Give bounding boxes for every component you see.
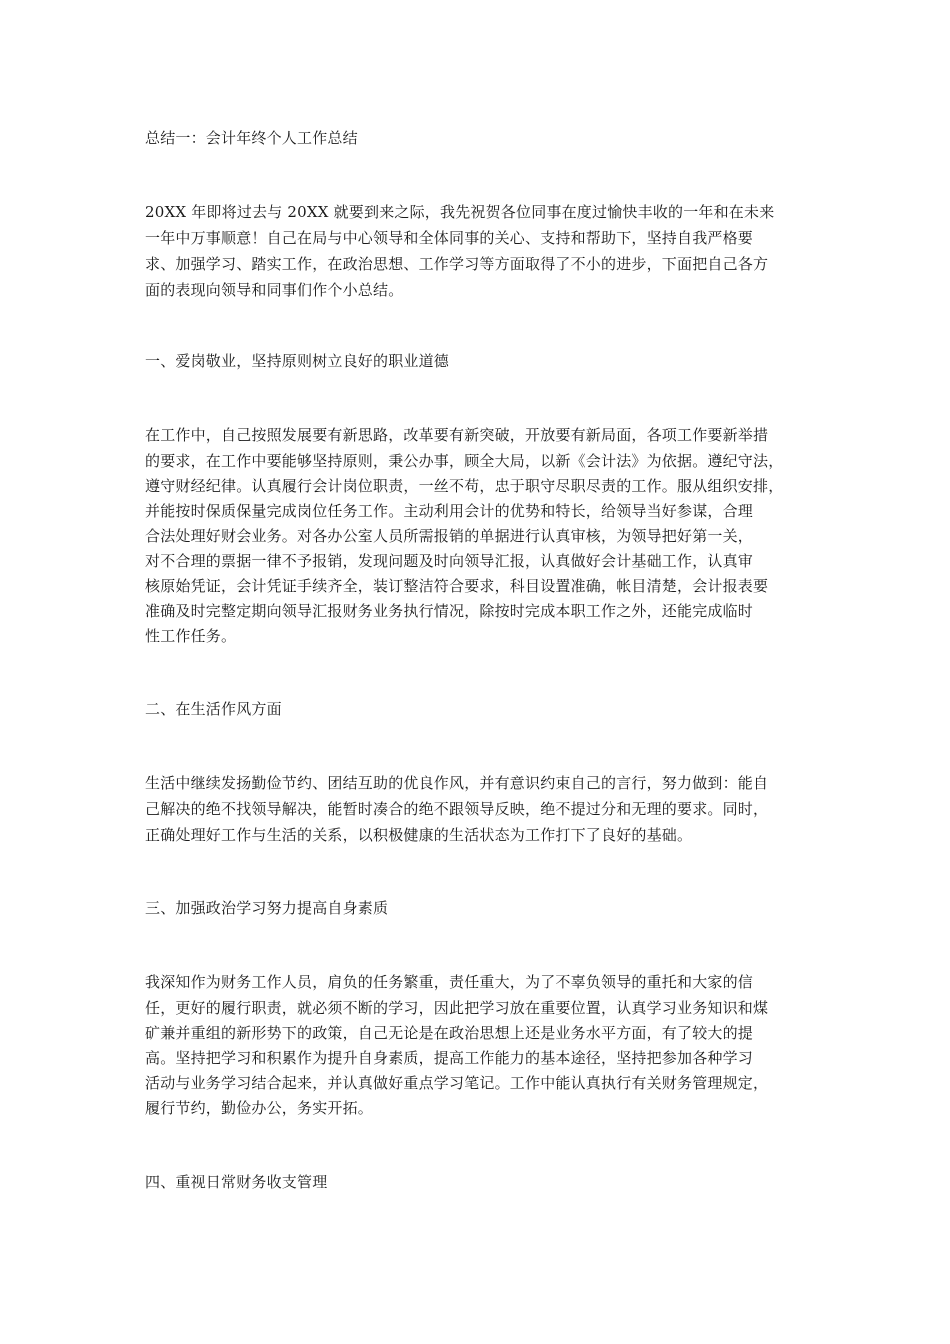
paragraph-line: 履行节约，勤俭办公，务实开拓。 — [145, 1099, 374, 1117]
section-heading-2: 二、在生活作风方面 — [145, 700, 282, 718]
paragraph-line: 对不合理的票据一律不予报销，发现问题及时向领导汇报，认真做好会计基础工作，认真审 — [145, 552, 754, 570]
paragraph-line: 求、加强学习、踏实工作，在政治思想、工作学习等方面取得了不小的进步，下面把自己各方 — [145, 255, 769, 273]
paragraph-line: 我深知作为财务工作人员，肩负的任务繁重，责任重大，为了不辜负领导的重托和大家的信 — [145, 973, 754, 991]
paragraph-line: 任，更好的履行职责，就必须不断的学习，因此把学习放在重要位置，认真学习业务知识和煤 — [145, 999, 769, 1017]
section-heading-1: 一、爱岗敬业，坚持原则树立良好的职业道德 — [145, 352, 450, 370]
paragraph-line: 性工作任务。 — [145, 627, 237, 645]
paragraph-line: 的要求，在工作中要能够坚持原则，秉公办事，顾全大局，以新《会计法》为依据。遵纪守法， — [145, 452, 784, 470]
paragraph-line: 活动与业务学习结合起来，并认真做好重点学习笔记。工作中能认真执行有关财务管理规定， — [145, 1074, 769, 1092]
paragraph-line: 高。坚持把学习和积累作为提升自身素质，提高工作能力的基本途径，坚持把参加各种学习 — [145, 1049, 754, 1067]
paragraph-line: 己解决的绝不找领导解决，能暂时凑合的绝不跟领导反映，绝不提过分和无理的要求。同时， — [145, 800, 769, 818]
section-heading-3: 三、加强政治学习努力提高自身素质 — [145, 899, 389, 917]
paragraph-line: 在工作中，自己按照发展要有新思路，改革要有新突破，开放要有新局面，各项工作要新举措 — [145, 426, 769, 444]
paragraph-line: 面的表现向领导和同事们作个小总结。 — [145, 281, 404, 299]
paragraph-line: 20XX 年即将过去与 20XX 就要到来之际，我先祝贺各位同事在度过愉快丰收的一年和在未来 — [145, 203, 775, 221]
paragraph-line: 并能按时保质保量完成岗位任务工作。主动利用会计的优势和特长，给领导当好参谋，合理 — [145, 502, 754, 520]
paragraph-line: 遵守财经纪律。认真履行会计岗位职责，一丝不苟，忠于职守尽职尽责的工作。服从组织安排， — [145, 477, 784, 495]
section-heading-4: 四、重视日常财务收支管理 — [145, 1173, 328, 1191]
paragraph-line: 矿兼并重组的新形势下的政策，自己无论是在政治思想上还是业务水平方面，有了较大的提 — [145, 1024, 754, 1042]
paragraph-line: 准确及时完整定期向领导汇报财务业务执行情况，除按时完成本职工作之外，还能完成临时 — [145, 602, 754, 620]
paragraph-line: 生活中继续发扬勤俭节约、团结互助的优良作风，并有意识约束自己的言行，努力做到：能自 — [145, 774, 769, 792]
document-title: 总结一：会计年终个人工作总结 — [145, 129, 358, 147]
paragraph-line: 正确处理好工作与生活的关系，以积极健康的生活状态为工作打下了良好的基础。 — [145, 826, 693, 844]
paragraph-line: 核原始凭证，会计凭证手续齐全，装订整洁符合要求，科目设置准确，帐目清楚，会计报表要 — [145, 577, 769, 595]
paragraph-line: 一年中万事顺意！自己在局与中心领导和全体同事的关心、支持和帮助下，坚持自我严格要 — [145, 229, 754, 247]
paragraph-line: 合法处理好财会业务。对各办公室人员所需报销的单据进行认真审核，为领导把好第一关， — [145, 527, 754, 545]
